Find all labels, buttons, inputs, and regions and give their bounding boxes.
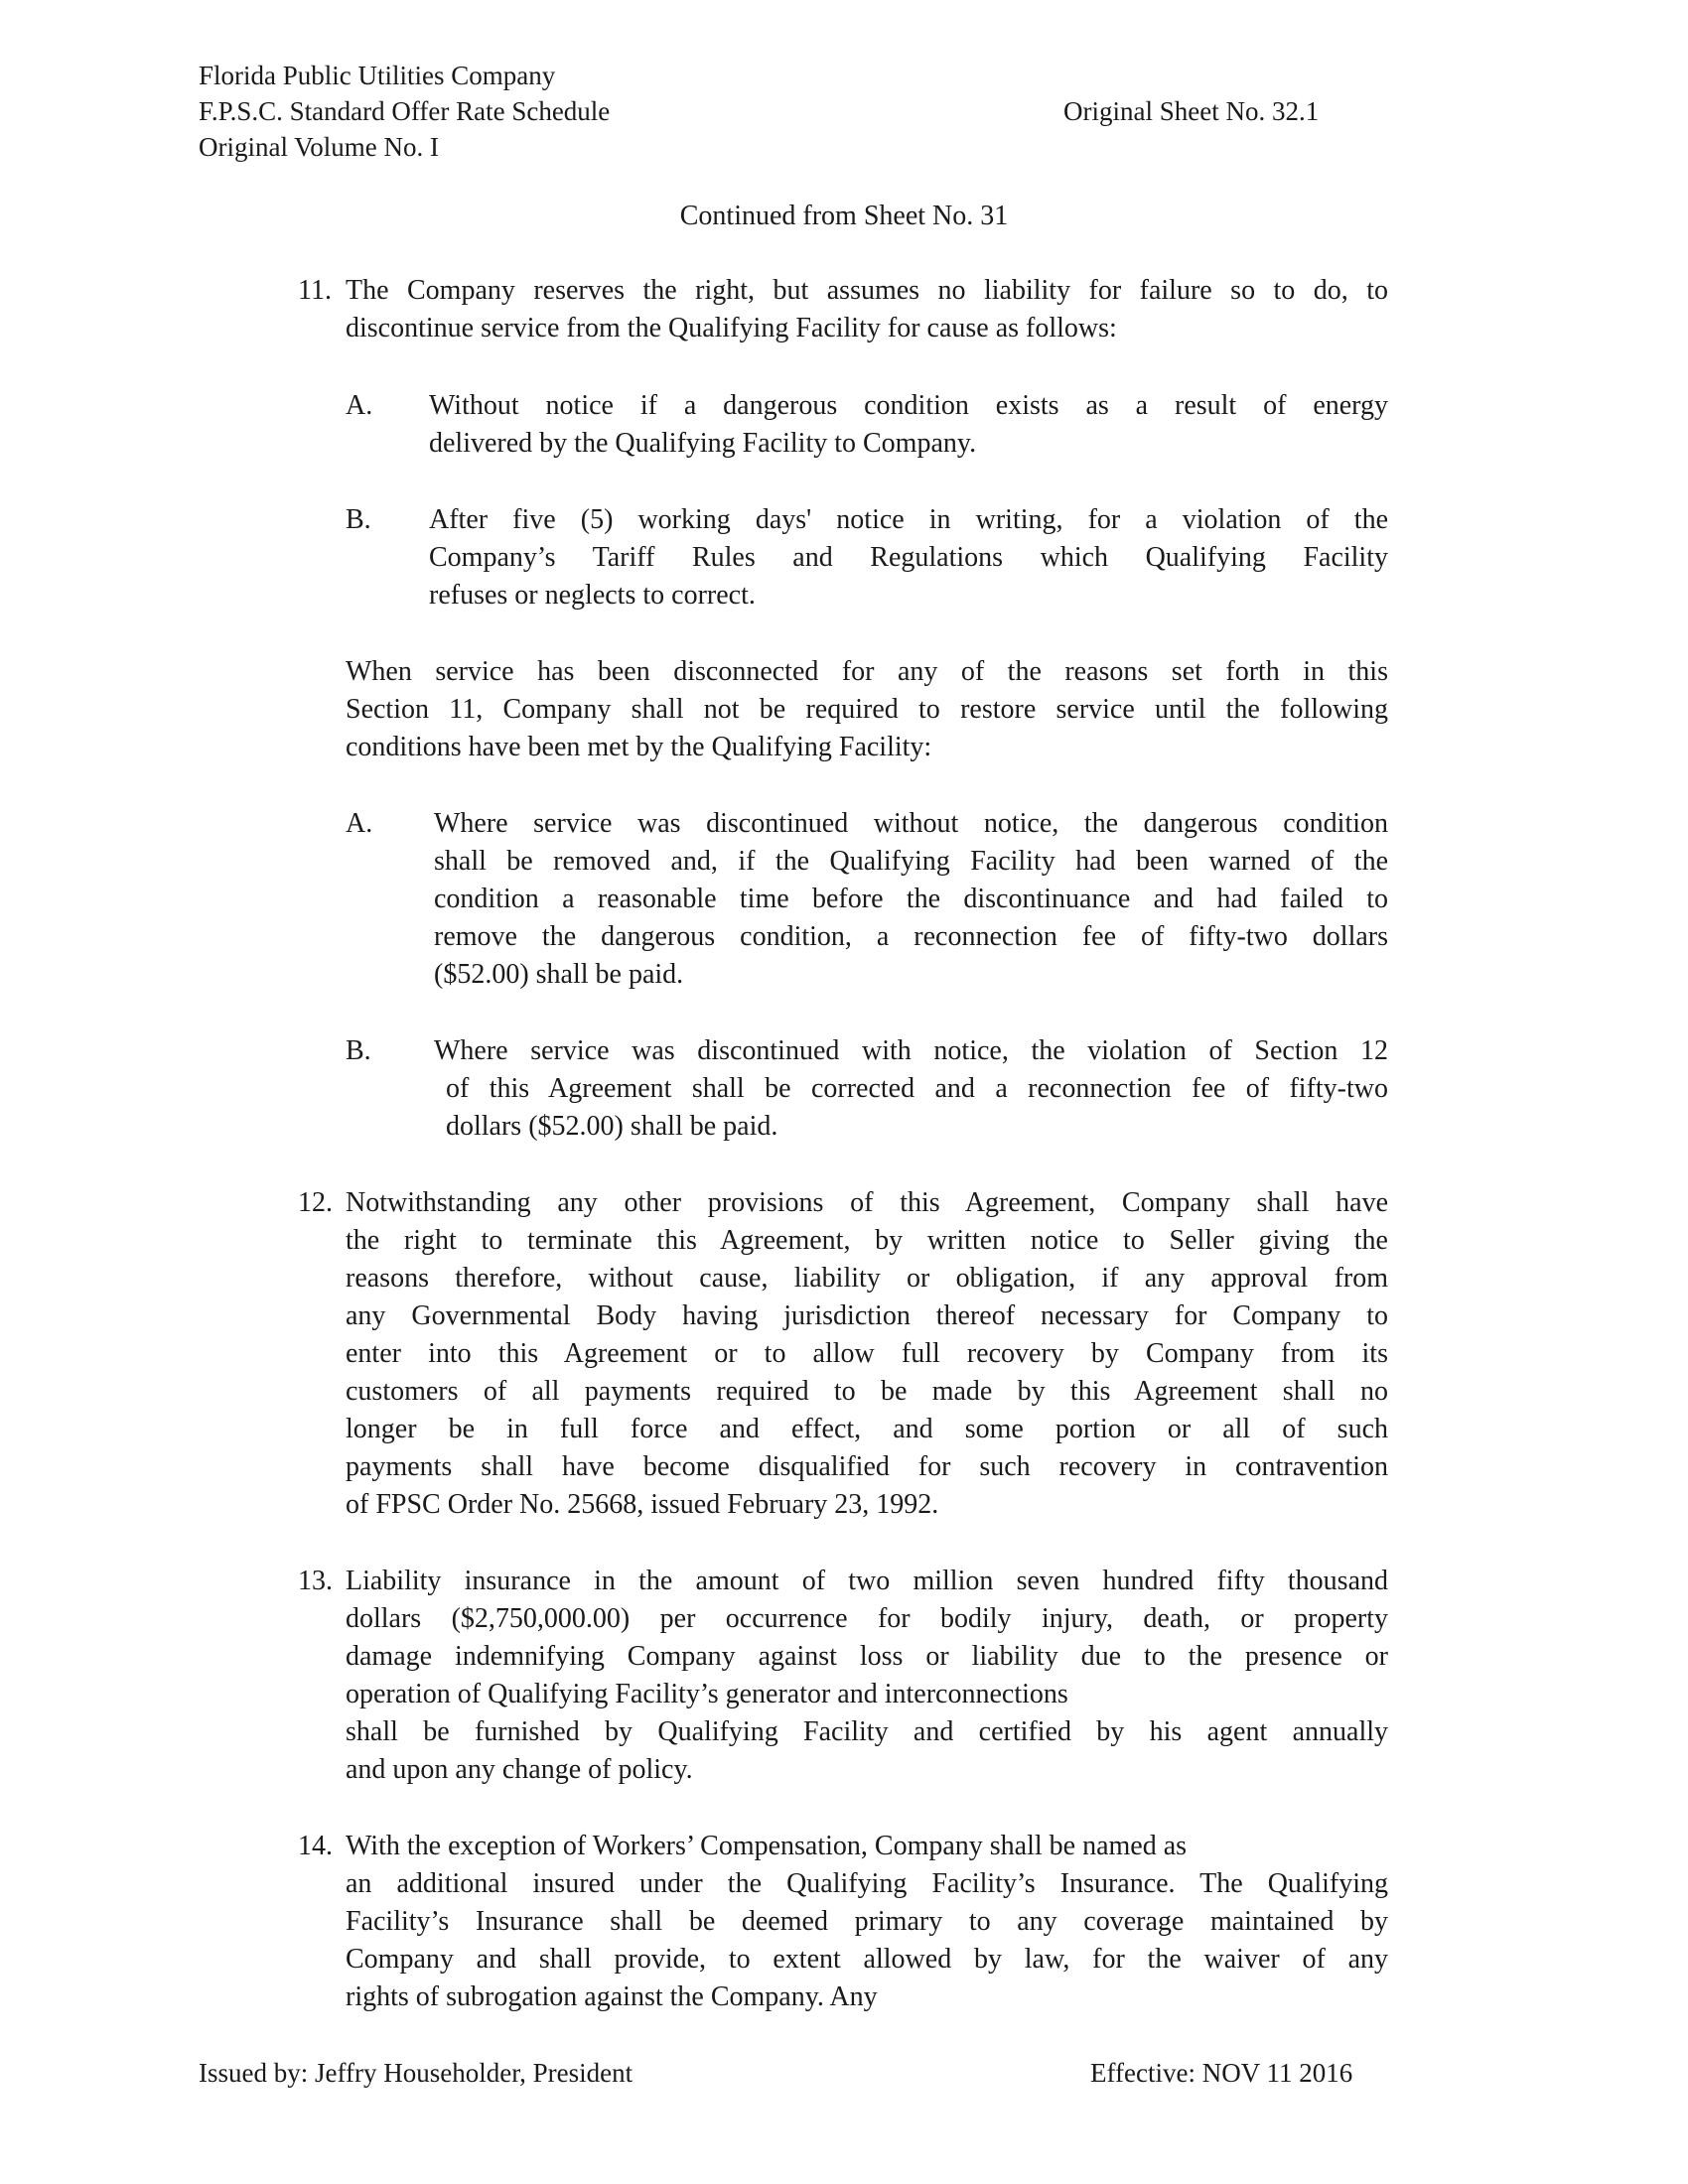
text-line: customers of all payments required to be made by this Agreement shall no (346, 1376, 1388, 1407)
section-12-number: 12. (298, 1187, 333, 1218)
section-11-restore-a (434, 805, 1388, 994)
text-line: With the exception of Workers’ Compensation, Company shall be named as (346, 1831, 1188, 1861)
text-line: delivered by the Qualifying Facility to Company. (429, 428, 977, 459)
text-line: an additional insured under the Qualifying Facility’s Insurance. The Qualifying (346, 1868, 1388, 1899)
text-line: reasons therefore, without cause, liability or obligation, if any approval from (346, 1263, 1388, 1294)
section-11-number: 11. (298, 275, 332, 306)
section-11-item-a (429, 387, 1388, 463)
section-14-text (346, 1828, 1388, 2016)
text-line: Company and shall provide, to extent allowed by law, for the waiver of any (346, 1944, 1388, 1975)
text-line: Facility’s Insurance shall be deemed primary to any coverage maintained by (346, 1906, 1388, 1937)
issued-by: Issued by: Jeffry Householder, President (199, 2058, 633, 2088)
text-line: of FPSC Order No. 25668, issued February 23, 1992. (346, 1489, 939, 1520)
section-11-restore-a-label: A. (346, 808, 373, 839)
section-12-text (346, 1184, 1388, 1524)
text-line: payments shall have become disqualified for such recovery in contravention (346, 1451, 1388, 1482)
text-line: rights of subrogation against the Company. Any (346, 1981, 878, 2012)
text-line: dollars ($2,750,000.00) per occurrence for bodily injury, death, or property (346, 1603, 1388, 1634)
text-line: refuses or neglects to correct. (429, 580, 756, 611)
text-line: Where service was discontinued with notice, the violation of Section 12 (434, 1035, 1388, 1066)
text-line: enter into this Agreement or to allow full recovery by Company from its (346, 1338, 1388, 1369)
text-line: remove the dangerous condition, a reconnection fee of fifty-two dollars (434, 921, 1388, 952)
text-line: operation of Qualifying Facility’s generator and interconnections (346, 1679, 1068, 1709)
text-line: When service has been disconnected for any of the reasons set forth in this (346, 656, 1388, 687)
text-line: ($52.00) shall be paid. (434, 959, 684, 990)
text-line: shall be removed and, if the Qualifying Facility had been warned of the (434, 846, 1388, 877)
section-14-number: 14. (298, 1831, 333, 1861)
volume-number: Original Volume No. I (199, 132, 439, 162)
text-line: longer be in full force and effect, and some portion or all of such (346, 1414, 1388, 1444)
rate-schedule: F.P.S.C. Standard Offer Rate Schedule (199, 96, 611, 126)
text-line: After five (5) working days' notice in writing, for a violation of the (429, 504, 1388, 535)
text-line: Company’s Tariff Rules and Regulations which Qualifying Facility (429, 542, 1388, 573)
text-line: condition a reasonable time before the discontinuance and had failed to (434, 884, 1388, 914)
text-line: Liability insurance in the amount of two million seven hundred fifty thousand (346, 1566, 1388, 1596)
section-11-restore-b (434, 1032, 1388, 1146)
section-13-text (346, 1563, 1388, 1789)
sheet-number: Original Sheet No. 32.1 (1063, 96, 1320, 126)
text-line: shall be furnished by Qualifying Facility and certified by his agent annually (346, 1716, 1388, 1747)
section-11-item-b (429, 501, 1388, 614)
section-11-restore-b-label: B. (346, 1035, 371, 1066)
text-line: of this Agreement shall be corrected and a reconnection fee of fifty-two (446, 1073, 1388, 1104)
text-line: Section 11, Company shall not be required to restore service until the following (346, 694, 1388, 725)
text-line: dollars ($52.00) shall be paid. (446, 1111, 778, 1142)
text-line: Without notice if a dangerous condition exists as a result of energy (429, 390, 1388, 421)
text-line: and upon any change of policy. (346, 1754, 693, 1785)
section-11-intro (346, 272, 1388, 347)
text-line: conditions have been met by the Qualifying Facility: (346, 732, 932, 762)
header-left (199, 58, 610, 165)
section-13-number: 13. (298, 1566, 333, 1596)
text-line: any Governmental Body having jurisdiction thereof necessary for Company to (346, 1300, 1388, 1331)
section-11-item-a-label: A. (346, 390, 373, 421)
section-11-item-b-label: B. (346, 504, 371, 535)
text-line: the right to terminate this Agreement, by written notice to Seller giving the (346, 1225, 1388, 1256)
company-name: Florida Public Utilities Company (199, 61, 556, 90)
section-11-restore (346, 653, 1388, 766)
text-line: discontinue service from the Qualifying Facility for cause as follows: (346, 313, 1117, 343)
text-line: damage indemnifying Company against loss or liability due to the presence or (346, 1641, 1388, 1672)
text-line: Notwithstanding any other provisions of this Agreement, Company shall have (346, 1187, 1388, 1218)
text-line: The Company reserves the right, but assumes no liability for failure so to do, to (346, 275, 1388, 306)
continued-note: Continued from Sheet No. 31 (679, 201, 1009, 231)
text-line: Where service was discontinued without notice, the dangerous condition (434, 808, 1388, 839)
effective-date: Effective: NOV 11 2016 (1090, 2058, 1353, 2088)
